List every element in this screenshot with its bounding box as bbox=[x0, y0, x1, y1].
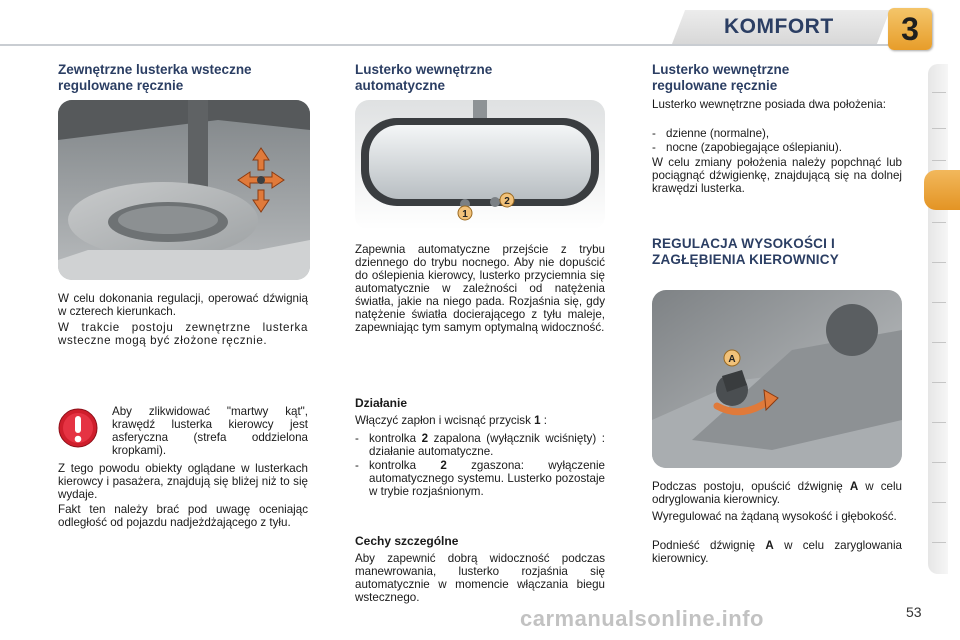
tab-marker bbox=[932, 342, 946, 343]
subheading-features: Cechy szczególne bbox=[355, 534, 459, 548]
section-heading-external-mirrors bbox=[58, 62, 318, 94]
paragraph-operation: Włączyć zapłon i wcisnąć przycisk 1 : bbox=[355, 414, 548, 427]
page-number: 53 bbox=[906, 604, 922, 620]
tab-marker bbox=[932, 128, 946, 129]
heading-line: automatyczne bbox=[355, 78, 446, 93]
auto-mirror-illustration bbox=[355, 100, 605, 230]
tab-marker bbox=[932, 262, 946, 263]
list-item bbox=[652, 141, 902, 155]
callout-a bbox=[724, 350, 740, 366]
paragraph: W trakcie postoju zewnętrzne lusterka wsteczne mogą być złożone ręcznie. bbox=[58, 321, 308, 347]
paragraph: Podnieść dźwignię A w celu zaryglowania kierownicy. bbox=[652, 539, 902, 565]
list-dash: - bbox=[652, 141, 656, 154]
heading-line: REGULACJA WYSOKOŚCI I bbox=[652, 236, 835, 251]
section-heading-auto-mirror bbox=[355, 62, 605, 94]
paragraph: W celu dokonania regulacji, operować dźwignią w czterech kierunkach. bbox=[58, 292, 308, 318]
paragraph: Podczas postoju, opuścić dźwignię A w celu odryglowania kierownicy. bbox=[652, 480, 902, 506]
chapter-number: 3 bbox=[888, 8, 932, 50]
list-item bbox=[355, 459, 605, 501]
tab-marker bbox=[932, 502, 946, 503]
auto-mirror-photo bbox=[355, 100, 605, 230]
heading-line: regulowane ręcznie bbox=[652, 78, 778, 93]
list-dash: - bbox=[652, 127, 656, 140]
steering-lever-photo bbox=[652, 290, 902, 468]
list-item-text: kontrolka 2 zgaszona: wyłączenie automatycznego systemu. Lusterko pozostaje w trybie rozjaśnionym. bbox=[369, 459, 605, 498]
tab-marker bbox=[932, 542, 946, 543]
heading-line: Lusterko wewnętrzne bbox=[652, 62, 790, 77]
paragraph: Fakt ten należy brać pod uwagę oceniając odległość od pojazdu nadjeżdżającego z tyłu. bbox=[58, 503, 308, 529]
watermark: carmanualsonline.info bbox=[520, 606, 764, 631]
header-rule bbox=[0, 44, 900, 46]
warning-icon bbox=[58, 408, 98, 448]
paragraph: Lusterko wewnętrzne posiada dwa położenia: bbox=[652, 98, 886, 111]
tab-marker bbox=[932, 462, 946, 463]
list-item bbox=[652, 127, 902, 141]
list-dash: - bbox=[355, 432, 359, 445]
list-item-text: dzienne (normalne), bbox=[666, 127, 770, 140]
warning-text: Aby zlikwidować "martwy kąt", krawędź lusterka kierowcy jest asferyczna (strefa oddzielona kropkami). bbox=[112, 405, 308, 457]
callout-1 bbox=[458, 206, 472, 220]
paragraph: Wyregulować na żądaną wysokość i głębokość. bbox=[652, 510, 897, 523]
tab-marker bbox=[932, 160, 946, 161]
heading-line: ZAGŁĘBIENIA KIEROWNICY bbox=[652, 252, 839, 267]
svg-text:2: 2 bbox=[504, 196, 510, 207]
heading-line: regulowane ręcznie bbox=[58, 78, 184, 93]
list-item-text: nocne (zapobiegające oślepianiu). bbox=[666, 141, 842, 154]
tab-marker bbox=[932, 222, 946, 223]
paragraph: Zapewnia automatyczne przejście z trybu dziennego do trybu nocnego. Aby nie dopuścić do oślepienia kierowcy, lusterko przyciemnia się automatycznie w zależności od natężenia światła, jakie na niego pada. Rozjaśnia się, gdy natężenie światła docierającego z tyłu maleje, zapewniając tym samym optymalną widoczność. bbox=[355, 243, 605, 334]
chapter-tab-strip bbox=[928, 64, 948, 574]
door-mirror-control-photo bbox=[58, 100, 310, 280]
tab-marker bbox=[932, 92, 946, 93]
paragraph: Z tego powodu obiekty oglądane w lusterkach kierowcy i pasażera, znajdują się bliżej niż to się wydaje. bbox=[58, 462, 308, 501]
tab-marker bbox=[932, 422, 946, 423]
tab-marker bbox=[932, 302, 946, 303]
list-item bbox=[355, 432, 605, 460]
door-mirror-control-illustration bbox=[58, 100, 310, 280]
steering-lever-illustration bbox=[652, 290, 902, 468]
list-dash: - bbox=[355, 459, 359, 472]
svg-text:1: 1 bbox=[462, 209, 468, 220]
section-heading-manual-mirror bbox=[652, 62, 902, 94]
svg-text:A: A bbox=[728, 354, 736, 365]
paragraph: W celu zmiany położenia należy popchnąć lub pociągnąć dźwigienkę, znajdującą się na dolnej krawędzi lusterka. bbox=[652, 156, 902, 195]
list-item-text: kontrolka 2 zapalona (wyłącznik wciśnięty) : działanie automatyczne. bbox=[369, 432, 606, 458]
tab-marker bbox=[932, 382, 946, 383]
paragraph: Aby zapewnić dobrą widoczność podczas manewrowania, lusterko rozjaśnia się automatycznie w momencie włączania biegu wstecznego. bbox=[355, 552, 605, 604]
page-title: KOMFORT bbox=[724, 15, 834, 38]
section-heading-steering-adjust bbox=[652, 236, 912, 268]
callout-2 bbox=[500, 193, 514, 207]
subheading-operation: Działanie bbox=[355, 396, 408, 410]
heading-line: Lusterko wewnętrzne bbox=[355, 62, 493, 77]
chapter-tab-active[interactable] bbox=[924, 170, 960, 210]
heading-line: Zewnętrzne lusterka wsteczne bbox=[58, 62, 252, 77]
